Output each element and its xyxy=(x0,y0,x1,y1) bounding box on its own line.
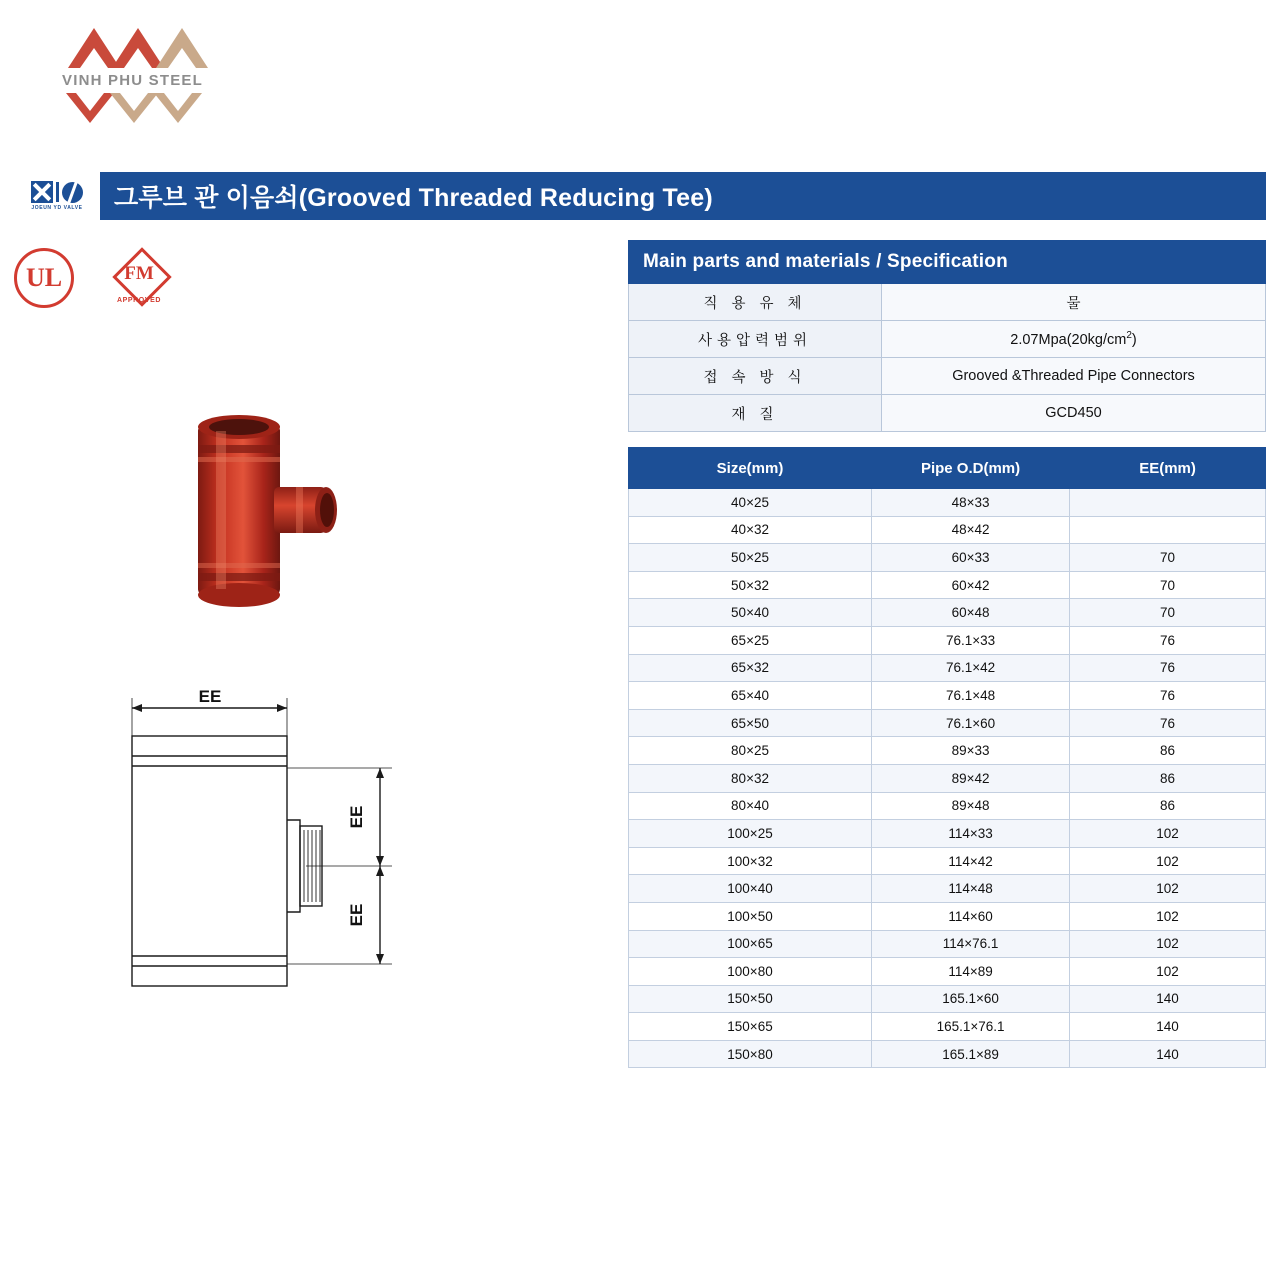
cell-size: 65×32 xyxy=(629,654,872,682)
spec-value-end: ) xyxy=(1131,331,1137,348)
cell-size: 150×50 xyxy=(629,985,872,1013)
cell-pipe-od: 89×42 xyxy=(872,764,1070,792)
pinwheel-icon xyxy=(31,181,53,203)
spec-label: 사용압력범위 xyxy=(629,321,882,358)
section-title-bar xyxy=(14,172,1266,220)
table-row xyxy=(629,764,1266,792)
cell-ee: 102 xyxy=(1070,930,1266,958)
cell-ee: 102 xyxy=(1070,875,1266,903)
cell-size: 100×25 xyxy=(629,820,872,848)
cell-size: 100×32 xyxy=(629,847,872,875)
column-header-size: Size(mm) xyxy=(629,448,872,489)
ul-listed-mark-icon: UL xyxy=(14,248,74,308)
specification-table xyxy=(628,240,1266,432)
cell-pipe-od: 165.1×76.1 xyxy=(872,1013,1070,1041)
cell-size: 80×25 xyxy=(629,737,872,765)
spec-label: 재 질 xyxy=(629,395,882,432)
column-header-ee: EE(mm) xyxy=(1070,448,1266,489)
cell-size: 150×65 xyxy=(629,1013,872,1041)
cell-ee xyxy=(1070,516,1266,544)
spec-value-superscript: 2 xyxy=(1126,330,1132,342)
cell-size: 40×32 xyxy=(629,516,872,544)
table-row xyxy=(629,516,1266,544)
table-row xyxy=(629,1013,1266,1041)
fm-label: FM xyxy=(124,263,154,284)
cell-pipe-od: 60×48 xyxy=(872,599,1070,627)
cell-pipe-od: 114×89 xyxy=(872,958,1070,986)
cell-ee: 140 xyxy=(1070,985,1266,1013)
cell-pipe-od: 60×42 xyxy=(872,571,1070,599)
cell-ee: 76 xyxy=(1070,709,1266,737)
svg-text:EE: EE xyxy=(347,903,366,927)
cell-pipe-od: 165.1×89 xyxy=(872,1040,1070,1068)
joeun-yd-valve-logo-icon xyxy=(14,172,100,220)
spec-value xyxy=(882,321,1266,358)
cell-size: 65×25 xyxy=(629,626,872,654)
cell-pipe-od: 76.1×42 xyxy=(872,654,1070,682)
logo-glyphs xyxy=(31,181,83,203)
cell-size: 100×40 xyxy=(629,875,872,903)
cell-size: 80×32 xyxy=(629,764,872,792)
table-row xyxy=(629,654,1266,682)
cell-ee: 86 xyxy=(1070,737,1266,765)
cell-pipe-od: 114×33 xyxy=(872,820,1070,848)
page-title: 그루브 관 이음쇠(Grooved Threaded Reducing Tee) xyxy=(114,184,713,212)
red-grooved-reducing-tee-photo-icon xyxy=(170,395,360,620)
cell-size: 100×80 xyxy=(629,958,872,986)
table-row xyxy=(629,847,1266,875)
cell-ee: 102 xyxy=(1070,820,1266,848)
svg-text:EE: EE xyxy=(347,805,366,829)
cell-pipe-od: 89×48 xyxy=(872,792,1070,820)
spec-row xyxy=(629,395,1266,432)
cell-size: 50×25 xyxy=(629,544,872,572)
cell-ee: 86 xyxy=(1070,764,1266,792)
spec-row xyxy=(629,321,1266,358)
table-row xyxy=(629,902,1266,930)
cell-size: 40×25 xyxy=(629,489,872,517)
column-header-pipe-od: Pipe O.D(mm) xyxy=(872,448,1070,489)
spec-value: GCD450 xyxy=(882,395,1266,432)
table-row xyxy=(629,737,1266,765)
spec-value: 물 xyxy=(882,284,1266,321)
fm-sub-label: APPROVED xyxy=(116,297,162,304)
certification-marks xyxy=(14,248,182,308)
cell-pipe-od: 114×76.1 xyxy=(872,930,1070,958)
cell-ee: 102 xyxy=(1070,902,1266,930)
table-row xyxy=(629,709,1266,737)
valve-circle-icon xyxy=(62,182,83,203)
svg-text:EE: EE xyxy=(198,687,222,706)
cell-ee: 76 xyxy=(1070,654,1266,682)
table-row xyxy=(629,985,1266,1013)
cell-pipe-od: 48×42 xyxy=(872,516,1070,544)
table-row xyxy=(629,930,1266,958)
cell-pipe-od: 114×48 xyxy=(872,875,1070,903)
table-row xyxy=(629,626,1266,654)
spec-table-header-row xyxy=(629,241,1266,284)
divider-icon xyxy=(56,182,59,202)
cell-size: 65×40 xyxy=(629,682,872,710)
size-table xyxy=(628,447,1266,1068)
cell-size: 100×65 xyxy=(629,930,872,958)
spec-value: Grooved &Threaded Pipe Connectors xyxy=(882,358,1266,395)
spec-label: 직 용 유 체 xyxy=(629,284,882,321)
table-row xyxy=(629,820,1266,848)
cell-size: 50×32 xyxy=(629,571,872,599)
cell-pipe-od: 60×33 xyxy=(872,544,1070,572)
chevron-mountain-logo-icon xyxy=(60,24,220,70)
cell-pipe-od: 114×42 xyxy=(872,847,1070,875)
spec-row xyxy=(629,284,1266,321)
brand-logo xyxy=(52,24,262,132)
cell-size: 65×50 xyxy=(629,709,872,737)
cell-pipe-od: 114×60 xyxy=(872,902,1070,930)
cell-ee: 70 xyxy=(1070,571,1266,599)
cell-ee: 102 xyxy=(1070,847,1266,875)
reducing-tee-dimension-drawing-icon xyxy=(110,680,440,1025)
table-row xyxy=(629,544,1266,572)
cell-ee: 102 xyxy=(1070,958,1266,986)
spec-table-header: Main parts and materials / Specification xyxy=(629,241,1266,284)
cell-ee: 140 xyxy=(1070,1040,1266,1068)
cell-size: 150×80 xyxy=(629,1040,872,1068)
cell-pipe-od: 89×33 xyxy=(872,737,1070,765)
cell-size: 80×40 xyxy=(629,792,872,820)
spec-value-main: 2.07Mpa(20kg/cm xyxy=(1010,331,1127,348)
logo-caption: JOEUN YD VALVE xyxy=(31,205,83,211)
cell-ee xyxy=(1070,489,1266,517)
cell-ee: 86 xyxy=(1070,792,1266,820)
table-row xyxy=(629,571,1266,599)
table-row xyxy=(629,792,1266,820)
cell-pipe-od: 48×33 xyxy=(872,489,1070,517)
spec-row xyxy=(629,358,1266,395)
table-row xyxy=(629,958,1266,986)
cell-pipe-od: 76.1×60 xyxy=(872,709,1070,737)
fm-approved-mark-icon xyxy=(96,250,182,306)
size-table-header-row xyxy=(629,448,1266,489)
table-row xyxy=(629,599,1266,627)
cell-ee: 140 xyxy=(1070,1013,1266,1041)
cell-pipe-od: 165.1×60 xyxy=(872,985,1070,1013)
cell-ee: 70 xyxy=(1070,599,1266,627)
table-row xyxy=(629,1040,1266,1068)
spec-label: 접 속 방 식 xyxy=(629,358,882,395)
brand-name: VINH PHU STEEL xyxy=(62,72,203,89)
cell-size: 100×50 xyxy=(629,902,872,930)
cell-pipe-od: 76.1×33 xyxy=(872,626,1070,654)
table-row xyxy=(629,489,1266,517)
table-row xyxy=(629,682,1266,710)
cell-size: 50×40 xyxy=(629,599,872,627)
cell-pipe-od: 76.1×48 xyxy=(872,682,1070,710)
cell-ee: 76 xyxy=(1070,626,1266,654)
cell-ee: 70 xyxy=(1070,544,1266,572)
brand-logo-lower xyxy=(62,91,262,130)
cell-ee: 76 xyxy=(1070,682,1266,710)
table-row xyxy=(629,875,1266,903)
